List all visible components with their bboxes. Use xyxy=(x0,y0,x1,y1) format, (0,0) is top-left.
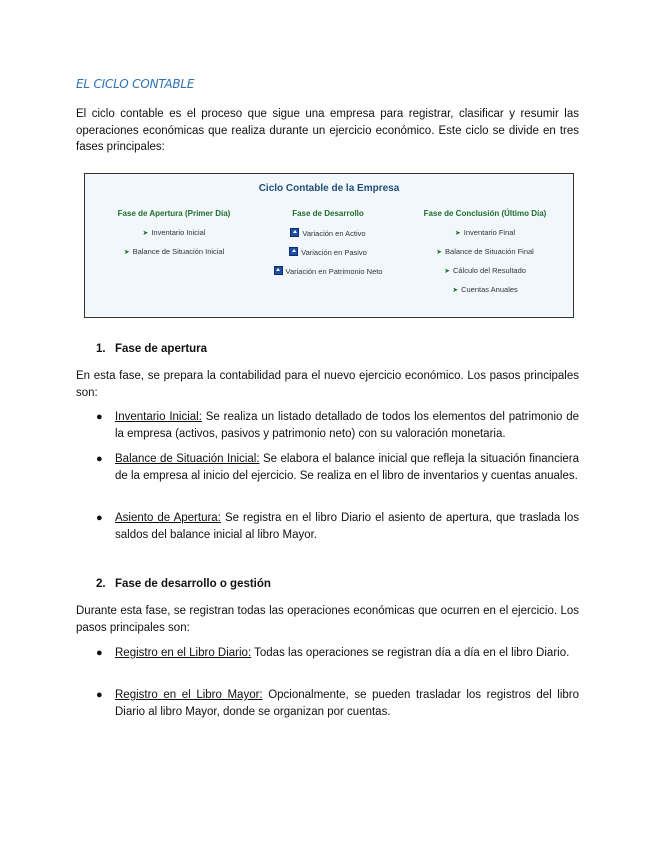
list-item-term: Registro en el Libro Diario: xyxy=(115,647,252,659)
list-item-text: Se realiza un listado detallado de todos los elementos del patrimonio de la empresa (activos, pasivos y patrimonio neto) con su valoración monetaria. xyxy=(115,411,580,440)
arrow-icon: ➤ xyxy=(436,249,443,256)
variation-icon xyxy=(274,266,283,275)
arrow-icon: ➤ xyxy=(454,230,461,237)
diagram-item: ➤ Cálculo del Resultado xyxy=(444,266,526,275)
arrow-icon: ➤ xyxy=(123,249,130,256)
list-item-text: Se elabora el balance inicial que refleja la situación financiera de la empresa al inicio del ejercicio. Se realiza en el libro de inventarios y cuentas anuales. xyxy=(115,453,579,482)
list-item-term: Registro en el Libro Mayor: xyxy=(115,689,263,701)
diagram-column-desarrollo xyxy=(248,209,408,285)
list-item xyxy=(96,510,579,543)
variation-icon xyxy=(290,228,299,237)
document-title: EL CICLO CONTABLE xyxy=(76,77,195,91)
list-item xyxy=(96,451,579,484)
bullet-icon: ● xyxy=(96,453,103,465)
list-item-term: Balance de Situación Inicial: xyxy=(115,453,260,465)
section-intro-apertura: En esta fase, se prepara la contabilidad para el nuevo ejercicio económico. Los pasos principales son: xyxy=(76,370,579,399)
diagram-item: Variación en Activo xyxy=(248,228,408,247)
bullet-icon: ● xyxy=(96,647,103,659)
diagram-column-header: Fase de Desarrollo xyxy=(292,209,364,218)
diagram-column-header: Fase de Conclusión (Último Día) xyxy=(423,209,547,218)
arrow-icon: ➤ xyxy=(452,287,459,294)
diagram-item: ➤ Cuentas Anuales xyxy=(452,285,518,294)
list-item-text: Opcionalmente, se pueden trasladar los registros del libro Diario al libro Mayor, donde se organizan por cuentas. xyxy=(115,689,579,718)
bullet-icon: ● xyxy=(96,411,103,423)
diagram-item: ➤ Inventario Final xyxy=(454,228,516,237)
bullet-icon: ● xyxy=(96,689,103,701)
variation-icon xyxy=(289,247,298,256)
diagram-item: Variación en Patrimonio Neto xyxy=(248,266,408,285)
accounting-cycle-diagram xyxy=(84,173,574,318)
list-item-term: Asiento de Apertura: xyxy=(115,512,221,524)
diagram-item: ➤ Balance de Situación Inicial xyxy=(123,247,225,256)
diagram-title: Ciclo Contable de la Empresa xyxy=(258,183,400,194)
diagram-column-header: Fase de Apertura (Primer Día) xyxy=(117,209,231,218)
section-heading-desarrollo: 2. Fase de desarrollo o gestión xyxy=(96,578,271,590)
list-item xyxy=(96,645,579,662)
section-intro-desarrollo: Durante esta fase, se registran todas las operaciones económicas que ocurren en el ejercicio. Los pasos principales son: xyxy=(76,605,579,634)
diagram-item: Variación en Pasivo xyxy=(248,247,408,266)
intro-paragraph: El ciclo contable es el proceso que sigue una empresa para registrar, clasificar y resumir las operaciones económicas que realiza durante un ejercicio económico. Este ciclo se divide en tres fases principales: xyxy=(76,108,579,153)
list-item-text: Todas las operaciones se registran día a día en el libro Diario. xyxy=(251,647,570,659)
arrow-icon: ➤ xyxy=(444,268,450,275)
list-item xyxy=(96,687,579,720)
diagram-item: ➤ Balance de Situación Final xyxy=(436,247,534,256)
section-heading-apertura: 1. Fase de apertura xyxy=(96,343,208,355)
diagram-item: ➤ Inventario Inicial xyxy=(142,228,206,237)
bullet-icon: ● xyxy=(96,512,103,524)
diagram-column-apertura xyxy=(94,209,254,266)
list-item xyxy=(96,409,579,442)
list-item-text: Se registra en el libro Diario el asiento de apertura, que traslada los saldos del balance inicial al libro Mayor. xyxy=(115,512,579,541)
arrow-icon: ➤ xyxy=(142,230,149,237)
diagram-column-conclusion xyxy=(405,209,565,304)
list-item-term: Inventario Inicial: xyxy=(115,411,202,423)
